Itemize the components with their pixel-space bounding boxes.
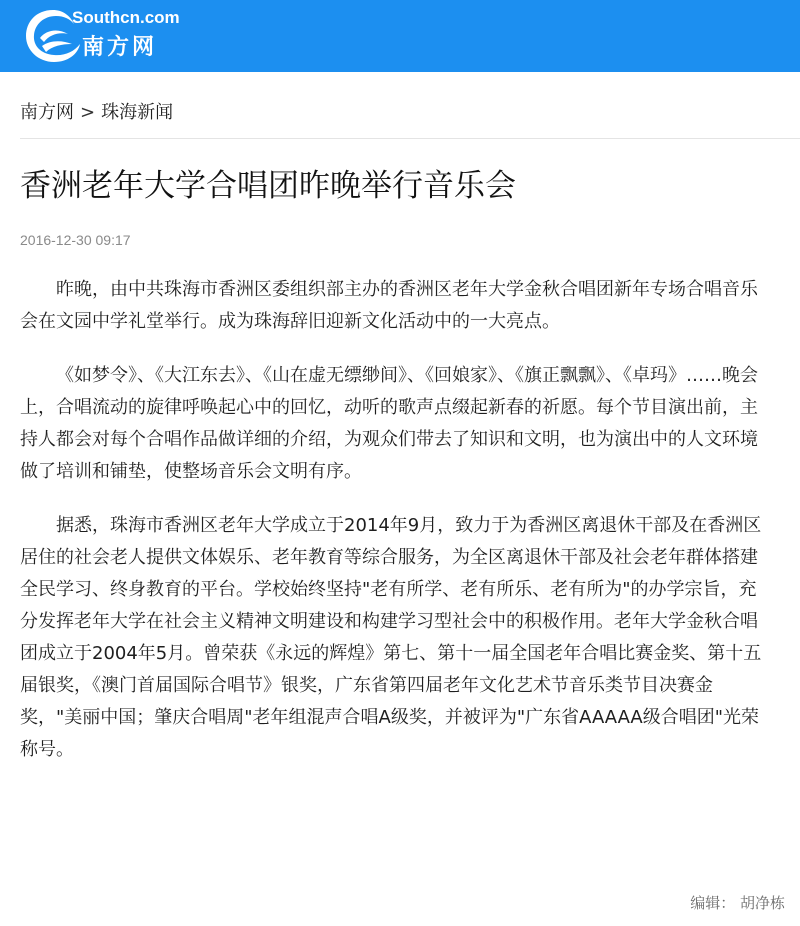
article-editor: 编辑： 胡净栋 xyxy=(690,894,785,912)
breadcrumb-separator: > xyxy=(80,102,96,123)
site-header xyxy=(0,0,800,72)
article-paragraph: 《如梦令》、《大江东去》、《山在虚无缥缈间》、《回娘家》、《旗正飘飘》、《卓玛》……晚会上，合唱流动的旋律呼唤起心中的回忆，动听的歌声点缀起新春的祈愿。每个节目演出前，主持人都会对每个合唱作品做详细的介绍，为观众们带去了知识和文明，也为演出中的人文环境做了培训和铺垫，使整场音乐会文明有序。 xyxy=(20,365,758,482)
header-divider xyxy=(20,138,800,139)
site-logo[interactable] xyxy=(20,2,220,70)
site-name: 南方网 xyxy=(82,35,158,60)
breadcrumb xyxy=(20,98,173,124)
site-url: Southcn.com xyxy=(72,8,180,27)
article-body xyxy=(20,274,772,788)
article-title: 香洲老年大学合唱团昨晚举行音乐会 xyxy=(20,168,516,204)
article-paragraph: 昨晚，由中共珠海市香洲区委组织部主办的香洲区老年大学金秋合唱团新年专场合唱音乐会在文园中学礼堂举行。成为珠海辞旧迎新文化活动中的一大亮点。 xyxy=(20,279,758,332)
article-paragraph: 据悉，珠海市香洲区老年大学成立于2014年9月，致力于为香洲区离退休干部及在香洲区居住的社会老人提供文体娱乐、老年教育等综合服务，为全区离退休干部及社会老年群体搭建全民学习、终身教育的平台。学校始终坚持"老有所学、老有所乐、老有所为"的办学宗旨，充分发挥老年大学在社会主义精神文明建设和构建学习型社会中的积极作用。老年大学金秋合唱团成立于2004年5月。曾荣获《永远的辉煌》第七、第十一届全国老年合唱比赛金奖、第十五届银奖，《澳门首届国际合唱节》银奖，广东省第四届老年文化艺术节音乐类节目决赛金奖，"美丽中国；肇庆合唱周"老年组混声合唱A级奖，并被评为"广东省AAAAA级合唱团"光荣称号。 xyxy=(20,515,762,760)
breadcrumb-home-link[interactable]: 南方网 xyxy=(20,102,74,123)
breadcrumb-section-link[interactable]: 珠海新闻 xyxy=(101,102,174,123)
article-datetime: 2016-12-30 09:17 xyxy=(20,232,131,248)
